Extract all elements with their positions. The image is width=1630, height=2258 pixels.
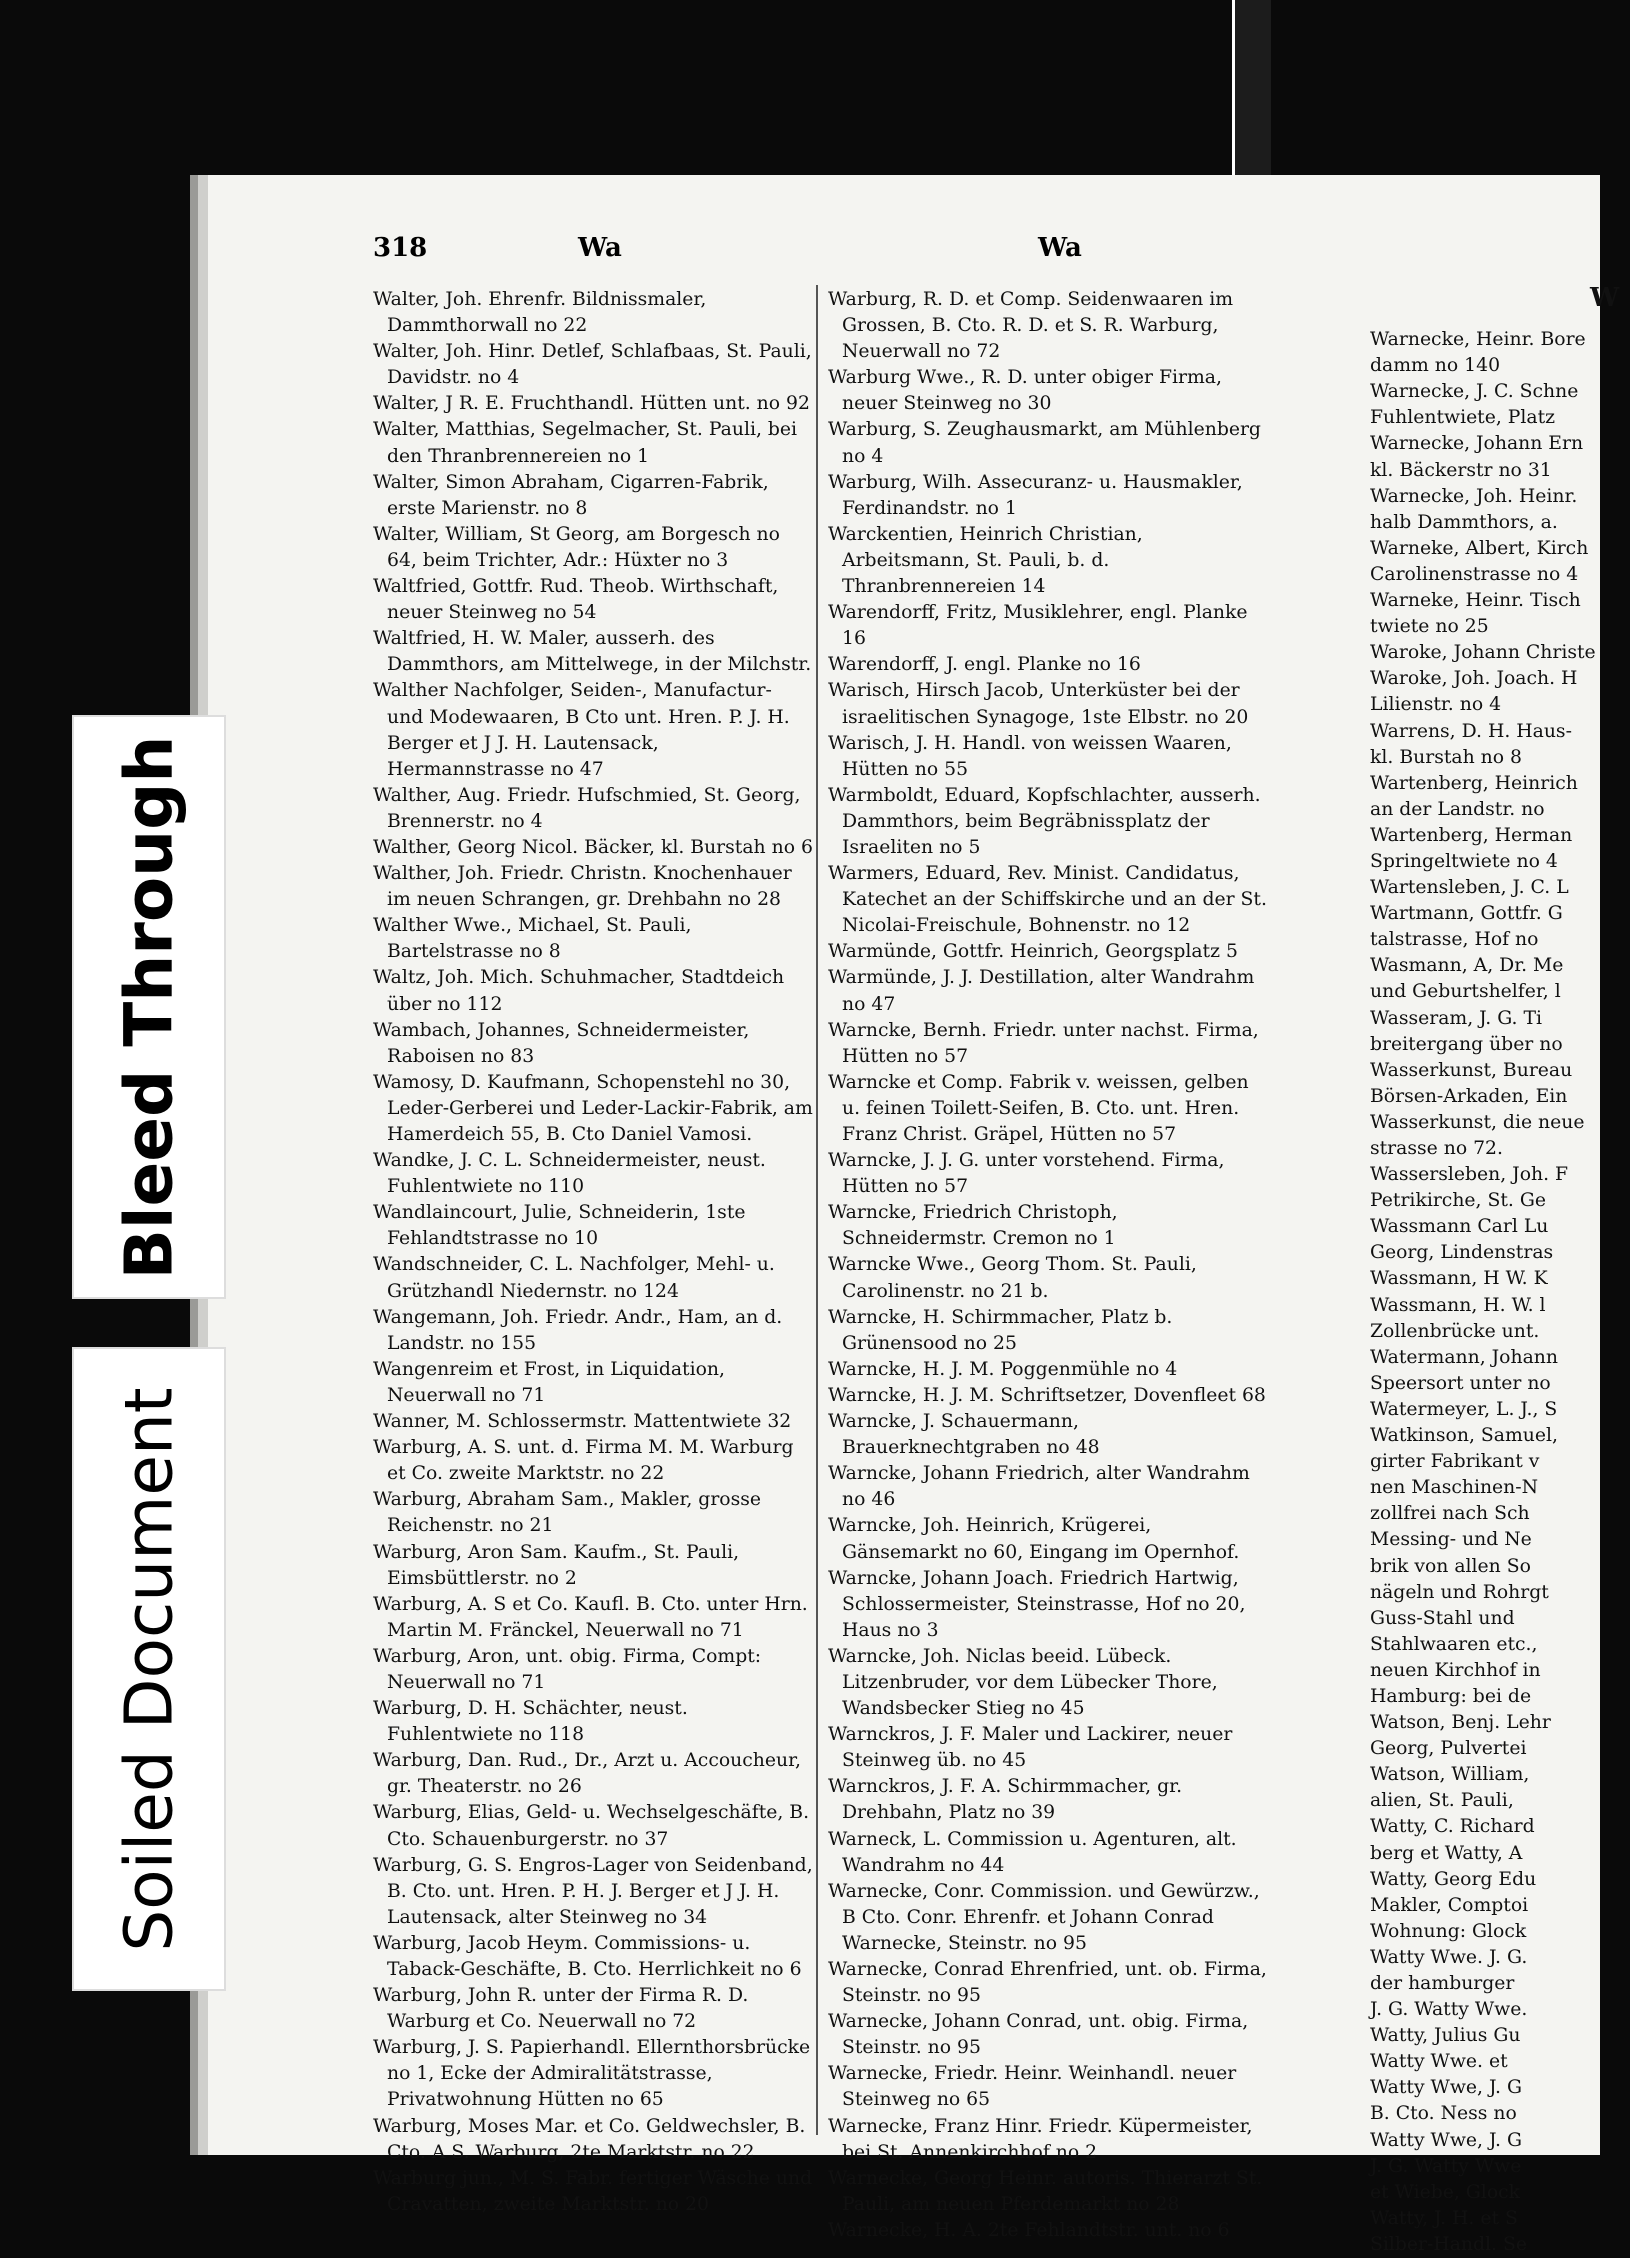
directory-entry: Wanner, M. Schlossermstr. Mattentwiete 32: [373, 1411, 792, 1433]
directory-entry: Warburg, Aron Sam. Kaufm., St. Pauli, Eimsbüttlerstr. no 2: [373, 1541, 740, 1589]
directory-entry: Guss-Stahl und: [1370, 1607, 1515, 1629]
directory-entry: Walther, Georg Nicol. Bäcker, kl. Burstah no 6: [373, 836, 813, 858]
directory-entry: Warnckros, J. F. Maler und Lackirer, neuer Steinweg üb. no 45: [828, 1724, 1233, 1772]
directory-entry: Wasserkunst, Bureau: [1370, 1059, 1573, 1081]
directory-entry: Warburg jun., M. S. Fabr. fertiger Wäsche und Cravatten, zweite Marktstr. no 20: [373, 2167, 813, 2215]
directory-entry: Walter, J R. E. Fruchthandl. Hütten unt. no 92: [373, 393, 810, 415]
directory-entry: Warburg, John R. unter der Firma R. D. Warburg et Co. Neuerwall no 72: [373, 1985, 749, 2033]
directory-entry: Warnecke, Conrad Ehrenfried, unt. ob. Firma, Steinstr. no 95: [828, 1959, 1267, 2007]
directory-entry: Wandschneider, C. L. Nachfolger, Mehl- u. Grützhandl Niedernstr. no 124: [373, 1254, 775, 1302]
directory-entry: alien, St. Pauli,: [1370, 1790, 1514, 1812]
directory-entry: strasse no 72.: [1370, 1138, 1503, 1159]
soiled-document-text: Soiled Document: [110, 1386, 188, 1952]
directory-entry: Walter, Joh. Ehrenfr. Bildnissmaler, Dammthorwall no 22: [373, 289, 707, 337]
directory-entry: Warmers, Eduard, Rev. Minist. Candidatus, Katechet an der Schiffskirche und an der St. Nicolai-Freischule, Bohnenstr. no 12: [828, 863, 1267, 937]
directory-entry: Speersort unter no: [1370, 1372, 1551, 1394]
directory-entry: zollfrei nach Sch: [1370, 1503, 1530, 1525]
directory-entry: Warckentien, Heinrich Christian, Arbeitsmann, St. Pauli, b. d. Thranbrennereien 14: [828, 523, 1143, 598]
directory-entry: Walter, Joh. Hinr. Detlef, Schlafbaas, St. Pauli, Davidstr. no 4: [373, 341, 812, 389]
directory-entry: Wasmann, A, Dr. Me: [1370, 955, 1564, 977]
directory-entry: Waltfried, H. W. Maler, ausserh. des Dammthors, am Mittelwege, in der Milchstr.: [373, 628, 812, 676]
directory-entry: Wartenberg, Heinrich: [1370, 772, 1578, 794]
directory-entry: kl. Burstah no 8: [1370, 746, 1522, 768]
directory-entry: Warisch, J. H. Handl. von weissen Waaren, Hütten no 55: [828, 732, 1232, 780]
directory-entry: Warnecke, Johann Ern: [1370, 433, 1584, 455]
bleed-through-text: Bleed Through: [110, 735, 188, 1279]
directory-entry: Watty Wwe, J. G: [1370, 2129, 1522, 2151]
directory-entry: nägeln und Rohrgt: [1370, 1581, 1549, 1603]
directory-entry: Warburg, A. S. unt. d. Firma M. M. Warburg et Co. zweite Marktstr. no 22: [373, 1437, 794, 1485]
directory-entry: Warburg, Elias, Geld- u. Wechselgeschäfte, B. Cto. Schauenburgerstr. no 37: [373, 1802, 810, 1850]
next-page-heading: W: [1590, 283, 1620, 313]
directory-entry: Warmünde, Gottfr. Heinrich, Georgsplatz 5: [828, 941, 1238, 963]
directory-entry: Warendorff, J. engl. Planke no 16: [828, 654, 1141, 676]
directory-entry: Warncke, Johann Joach. Friedrich Hartwig, Schlossermeister, Steinstrasse, Hof no 20, Haus no 3: [828, 1567, 1246, 1641]
directory-entry: Watty, C. Richard: [1370, 1816, 1535, 1838]
column-divider: [816, 285, 818, 2135]
directory-entry: Warncke Wwe., Georg Thom. St. Pauli, Carolinenstr. no 21 b.: [828, 1254, 1197, 1302]
directory-entry: Warncke, Bernh. Friedr. unter nachst. Firma, Hütten no 57: [828, 1019, 1259, 1067]
directory-entry: Warburg, Moses Mar. et Co. Geldwechsler, B. Cto. A S. Warburg, 2te Marktstr. no 22: [373, 2115, 806, 2163]
directory-entry: Georg, Lindenstras: [1370, 1242, 1554, 1264]
directory-entry: Springeltwiete no 4: [1370, 850, 1558, 872]
directory-entry: Wasserkunst, die neue: [1370, 1111, 1585, 1133]
directory-entry: Watty Wwe. J. G.: [1370, 1946, 1528, 1968]
directory-entry: und Geburtshelfer, l: [1370, 981, 1561, 1003]
directory-entry: Warmünde, J. J. Destillation, alter Wandrahm no 47: [828, 967, 1255, 1015]
directory-entry: Warneke, Albert, Kirch: [1370, 537, 1589, 559]
directory-entry: Wartenberg, Herman: [1370, 824, 1573, 846]
directory-entry: nen Maschinen-N: [1370, 1477, 1539, 1499]
directory-entry: Waroke, Joh. Joach. H: [1370, 668, 1578, 690]
directory-entry: Warburg, J. S. Papierhandl. Ellernthorsbrücke no 1, Ecke der Admiralitätstrasse, Privatwohnung Hütten no 65: [373, 2037, 811, 2111]
directory-entry: Walter, William, St Georg, am Borgesch no 64, beim Trichter, Adr.: Hüxter no 3: [373, 523, 780, 571]
directory-entry: Warburg, S. Zeughausmarkt, am Mühlenberg no 4: [828, 419, 1261, 467]
directory-entry: Waltfried, Gottfr. Rud. Theob. Wirthschaft, neuer Steinweg no 54: [373, 576, 779, 624]
directory-entry: Watkinson, Samuel,: [1370, 1425, 1558, 1447]
directory-entry: Wohnung: Glock: [1370, 1920, 1527, 1942]
directory-entry: brik von allen So: [1370, 1555, 1531, 1577]
directory-entry: Watty Wwe. et: [1370, 2051, 1508, 2073]
directory-entry: Warneck, L. Commission u. Agenturen, alt. Wandrahm no 44: [828, 1828, 1237, 1876]
directory-entry: Watty, Julius Gu: [1370, 2025, 1521, 2047]
directory-entry: Warneke, Heinr. Tisch: [1370, 590, 1581, 612]
directory-entry: Warburg Wwe., R. D. unter obiger Firma, neuer Steinweg no 30: [828, 367, 1222, 415]
directory-entry: Wamosy, D. Kaufmann, Schopenstehl no 30, Leder-Gerberei und Leder-Lackir-Fabrik, am Hamerdeich 55, B. Cto Daniel Vamosi.: [373, 1071, 813, 1145]
directory-entry: et Wiebe, Glock: [1370, 2181, 1521, 2203]
directory-entry: Wasseram, J. G. Ti: [1370, 1007, 1543, 1029]
directory-entry: Watty, Georg Edu: [1370, 1868, 1537, 1890]
directory-entry: Börsen-Arkaden, Ein: [1370, 1085, 1568, 1107]
directory-entry: Warrens, D. H. Haus-: [1370, 720, 1572, 742]
column-heading-left: Wa: [578, 233, 622, 263]
directory-entry: Watson, William,: [1370, 1764, 1530, 1786]
directory-entry: Carolinenstrasse no 4: [1370, 563, 1579, 585]
directory-entry: Georg, Pulvertei: [1370, 1738, 1527, 1760]
directory-entry: Warncke, J. Schauermann, Brauerknechtgraben no 48: [828, 1411, 1100, 1459]
directory-entry: twiete no 25: [1370, 616, 1489, 638]
directory-entry: Zollenbrücke unt.: [1370, 1320, 1540, 1342]
directory-entry: Makler, Comptoi: [1370, 1894, 1529, 1916]
directory-entry: Warnecke, H. A. 2te Fehlandtstr. unt. no 6: [828, 2219, 1230, 2241]
directory-entry: Waltz, Joh. Mich. Schuhmacher, Stadtdeich über no 112: [373, 967, 785, 1015]
directory-entry: Warncke, J. J. G. unter vorstehend. Firma, Hütten no 57: [828, 1150, 1225, 1198]
directory-entry: Warburg, Abraham Sam., Makler, grosse Reichenstr. no 21: [373, 1489, 762, 1537]
directory-entry: Messing- und Ne: [1370, 1529, 1532, 1551]
next-page-column: [1370, 285, 1630, 2258]
directory-entry: Wartensleben, J. C. L: [1370, 877, 1569, 899]
directory-entry: Watty, J. H. et S: [1370, 2207, 1518, 2229]
directory-entry: Warnecke, Franz Hinr. Friedr. Küpermeister, bei St. Annenkirchhof no 2: [828, 2115, 1253, 2163]
directory-entry: der hamburger: [1370, 1973, 1515, 1994]
directory-entry: Warnecke, Friedr. Heinr. Weinhandl. neuer Steinweg no 65: [828, 2063, 1237, 2111]
directory-entry: Warncke, H. J. M. Schriftsetzer, Dovenfleet 68: [828, 1384, 1266, 1406]
directory-entry: J. G. Watty Wwe.: [1370, 1999, 1528, 2021]
page-number: 318: [373, 233, 428, 263]
directory-entry: J. G. Watty Wwe: [1370, 2155, 1522, 2177]
binding-strip: [1232, 0, 1271, 175]
directory-entry: Waroke, Johann Christe: [1370, 642, 1596, 664]
directory-entry: an der Landstr. no: [1370, 798, 1545, 820]
soiled-document-label: [72, 1347, 226, 1991]
directory-entry: Fuhlentwiete, Platz: [1370, 407, 1556, 429]
directory-entry: Wambach, Johannes, Schneidermeister, Raboisen no 83: [373, 1019, 750, 1067]
directory-entry: Watermann, Johann: [1370, 1346, 1558, 1368]
directory-entry: Walter, Matthias, Segelmacher, St. Pauli, bei den Thranbrennereien no 1: [373, 419, 798, 467]
directory-entry: Warnecke, Heinr. Bore: [1370, 329, 1586, 351]
directory-entry: Warburg, Dan. Rud., Dr., Arzt u. Accoucheur, gr. Theaterstr. no 26: [373, 1750, 801, 1798]
directory-entry: Warburg, R. D. et Comp. Seidenwaaren im Grossen, B. Cto. R. D. et S. R. Warburg, Neuerwall no 72: [828, 289, 1234, 363]
directory-entry: damm no 140: [1370, 355, 1501, 377]
directory-entry: Walther, Aug. Friedr. Hufschmied, St. Georg, Brennerstr. no 4: [373, 784, 801, 832]
directory-entry: Warnecke, Johann Conrad, unt. obig. Firma, Steinstr. no 95: [828, 2011, 1249, 2059]
directory-entry: Warendorff, Fritz, Musiklehrer, engl. Planke 16: [828, 602, 1248, 650]
column-heading-right: Wa: [1038, 233, 1082, 263]
directory-entry: Warburg, Aron, unt. obig. Firma, Compt: Neuerwall no 71: [373, 1645, 762, 1693]
directory-entry: Wandke, J. C. L. Schneidermeister, neust. Fuhlentwiete no 110: [373, 1150, 766, 1198]
directory-entry: Warncke et Comp. Fabrik v. weissen, gelben u. feinen Toilett-Seifen, B. Cto. unt. Hren. Franz Christ. Gräpel, Hütten no 57: [828, 1071, 1249, 1145]
directory-entry: Warnecke, Joh. Heinr.: [1370, 485, 1578, 507]
directory-entry: Warncke, Friedrich Christoph, Schneidermstr. Cremon no 1: [828, 1202, 1118, 1250]
directory-entry: breitergang über no: [1370, 1033, 1563, 1055]
directory-entry: halb Dammthors, a.: [1370, 511, 1558, 533]
directory-entry: B. Cto. Ness no: [1370, 2103, 1517, 2125]
directory-entry: Wandlaincourt, Julie, Schneiderin, 1ste Fehlandtstrasse no 10: [373, 1202, 746, 1250]
directory-entry: Warmboldt, Eduard, Kopfschlachter, ausserh. Dammthors, beim Begräbnissplatz der Israeliten no 5: [828, 784, 1261, 858]
page-header: [208, 233, 1348, 273]
directory-entry: berg et Watty, A: [1370, 1842, 1523, 1864]
directory-entry: Walther, Joh. Friedr. Christn. Knochenhauer im neuen Schrangen, gr. Drehbahn no 28: [373, 863, 792, 911]
directory-entry: Wangenreim et Frost, in Liquidation, Neuerwall no 71: [373, 1358, 725, 1406]
directory-entry: Watson, Benj. Lehr: [1370, 1712, 1551, 1734]
directory-entry: Warburg, Jacob Heym. Commissions- u. Taback-Geschäfte, B. Cto. Herrlichkeit no 6: [373, 1932, 802, 1980]
directory-entry: Warburg, A. S et Co. Kaufl. B. Cto. unter Hrn. Martin M. Fränckel, Neuerwall no 71: [373, 1593, 808, 1641]
right-column: [828, 287, 1268, 2244]
directory-entry: Petrikirche, St. Ge: [1370, 1190, 1546, 1212]
directory-entry: Wassersleben, Joh. F: [1370, 1164, 1569, 1186]
directory-entry: girter Fabrikant v: [1370, 1451, 1540, 1473]
directory-entry: Warncke, Johann Friedrich, alter Wandrahm no 46: [828, 1463, 1250, 1511]
directory-entry: Warncke, H. J. M. Poggenmühle no 4: [828, 1358, 1178, 1380]
directory-entry: Warnecke, Conr. Commission. und Gewürzw., B Cto. Conr. Ehrenfr. et Johann Conrad Warnecke, Steinstr. no 95: [828, 1880, 1260, 1954]
directory-entry: Wassmann, H W. K: [1370, 1268, 1548, 1290]
directory-entry: Warnecke, Georg Heinr. autoris. Thierarzt St. Pauli, am neuen Pferdemarkt no 28: [828, 2167, 1263, 2215]
directory-entry: Warnckros, J. F. A. Schirmmacher, gr. Drehbahn, Platz no 39: [828, 1776, 1183, 1824]
directory-entry: Warncke, Joh. Heinrich, Krügerei, Gänsemarkt no 60, Eingang im Opernhof.: [828, 1515, 1240, 1563]
directory-entry: Lilienstr. no 4: [1370, 694, 1502, 716]
directory-entry: Silber-Handl. Se: [1370, 2233, 1527, 2255]
bleed-through-label: [72, 715, 226, 1299]
directory-entry: Warisch, Hirsch Jacob, Unterküster bei der israelitischen Synagoge, 1ste Elbstr. no 20: [828, 680, 1249, 728]
directory-entry: Walther Wwe., Michael, St. Pauli, Bartelstrasse no 8: [373, 915, 692, 963]
directory-entry: Wassmann, H. W. l: [1370, 1294, 1546, 1316]
directory-entry: Warburg, G. S. Engros-Lager von Seidenband, B. Cto. unt. Hren. P. H. J. Berger et J J. H. Lautensack, alter Steinweg no 34: [373, 1854, 813, 1928]
directory-page-right: [1330, 175, 1620, 2255]
directory-entry: Walter, Simon Abraham, Cigarren-Fabrik, erste Marienstr. no 8: [373, 471, 769, 519]
directory-entry: Warnecke, J. C. Schne: [1370, 381, 1579, 403]
directory-entry: kl. Bäckerstr no 31: [1370, 459, 1552, 481]
directory-entry: Warburg, D. H. Schächter, neust. Fuhlentwiete no 118: [373, 1698, 688, 1746]
directory-entry: Warncke, Joh. Niclas beeid. Lübeck. Litzenbruder, vor dem Lübecker Thore, Wandsbecker Stieg no 45: [828, 1645, 1218, 1720]
directory-entry: Walther Nachfolger, Seiden-, Manufactur- und Modewaaren, B Cto unt. Hren. P. J. H. Berger et J J. H. Lautensack, Hermannstrasse no 47: [373, 680, 790, 780]
directory-entry: Wangemann, Joh. Friedr. Andr., Ham, an d. Landstr. no 155: [373, 1306, 783, 1354]
directory-entry: Wartmann, Gottfr. G: [1370, 903, 1563, 925]
directory-entry: Watermeyer, L. J., S: [1370, 1398, 1558, 1420]
directory-entry: talstrasse, Hof no: [1370, 929, 1539, 951]
directory-entry: Wassmann Carl Lu: [1370, 1216, 1549, 1238]
directory-entry: Warburg, Wilh. Assecuranz- u. Hausmakler, Ferdinandstr. no 1: [828, 471, 1243, 519]
left-column: [373, 287, 813, 2218]
directory-entry: Watty Wwe, J. G: [1370, 2077, 1522, 2099]
directory-entry: neuen Kirchhof in: [1370, 1659, 1541, 1681]
directory-entry: Warncke, H. Schirmmacher, Platz b. Grünensood no 25: [828, 1306, 1173, 1354]
directory-entry: Stahlwaaren etc.,: [1370, 1633, 1538, 1655]
directory-entry: Hamburg: bei de: [1370, 1685, 1532, 1707]
directory-page-left: [208, 175, 1348, 2241]
